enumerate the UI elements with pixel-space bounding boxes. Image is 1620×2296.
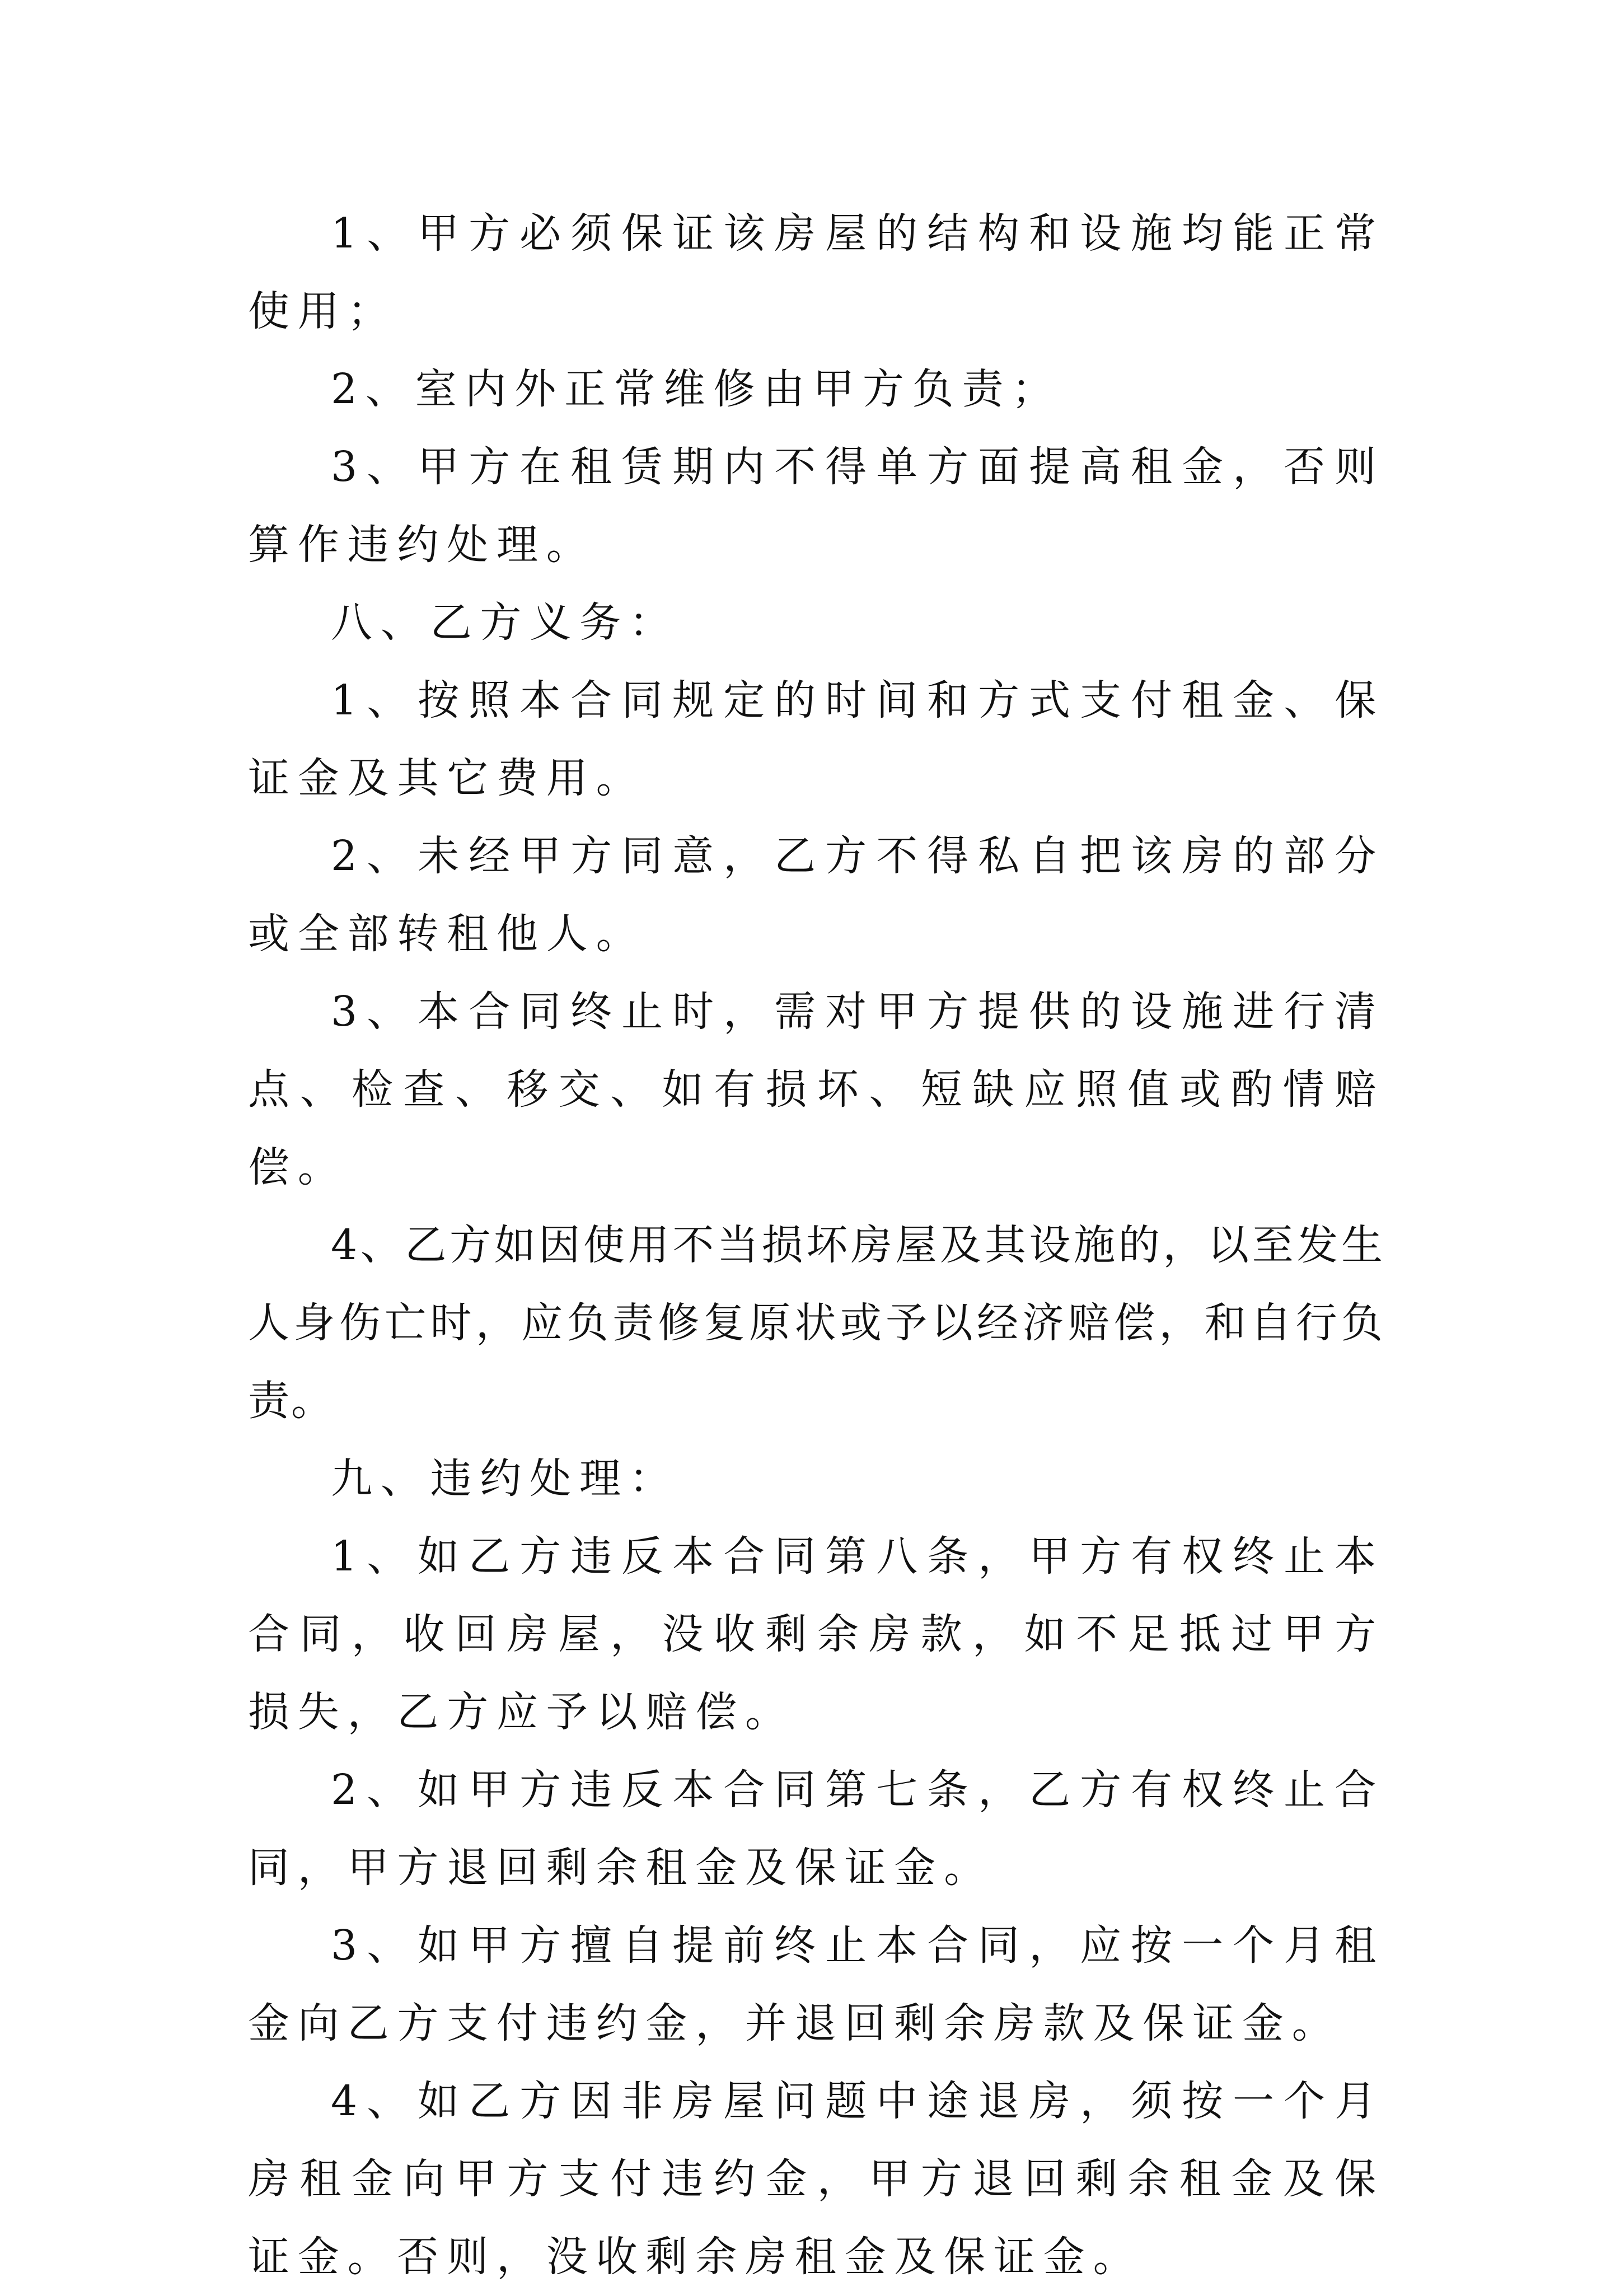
- paragraph-breach-1: 1、如乙方违反本合同第八条，甲方有权终止本合同，收回房屋，没收剩余房款，如不足抵过甲方损失，乙方应予以赔偿。: [248, 1532, 1384, 1736]
- paragraph-breach-3: 3、如甲方擅自提前终止本合同，应按一个月租金向乙方支付违约金，并退回剩余房款及保证金。: [248, 1921, 1384, 2047]
- paragraph-lessee-obligation-1: 1、按照本合同规定的时间和方式支付租金、保证金及其它费用。: [248, 676, 1384, 802]
- document-body: [248, 195, 1384, 2296]
- paragraph-lessor-obligation-2: 2、室内外正常维修由甲方负责；: [331, 365, 1062, 413]
- section-heading-lessee-obligations: 八、乙方义务：: [331, 598, 679, 647]
- paragraph-breach-4: 4、如乙方因非房屋问题中途退房，须按一个月房租金向甲方支付违约金，甲方退回剩余租金及保证金。否则，没收剩余房租金及保证金。: [248, 2077, 1384, 2281]
- paragraph-lessor-obligation-1: 1、甲方必须保证该房屋的结构和设施均能正常使用；: [248, 209, 1384, 335]
- paragraph-lessee-obligation-3: 3、本合同终止时，需对甲方提供的设施进行清点、检查、移交、如有损坏、短缺应照值或酌情赔偿。: [248, 988, 1384, 1191]
- paragraph-lessee-obligation-2: 2、未经甲方同意，乙方不得私自把该房的部分或全部转租他人。: [248, 832, 1384, 958]
- section-heading-breach-handling: 九、违约处理：: [331, 1455, 679, 1503]
- paragraph-breach-2: 2、如甲方违反本合同第七条，乙方有权终止合同，甲方退回剩余租金及保证金。: [248, 1766, 1384, 1892]
- paragraph-lessor-obligation-3: 3、甲方在租赁期内不得单方面提高租金，否则算作违约处理。: [248, 443, 1384, 569]
- paragraph-lessee-obligation-4: 4、乙方如因使用不当损坏房屋及其设施的，以至发生人身伤亡时，应负责修复原状或予以经济赔偿，和自行负责。: [248, 1221, 1384, 1425]
